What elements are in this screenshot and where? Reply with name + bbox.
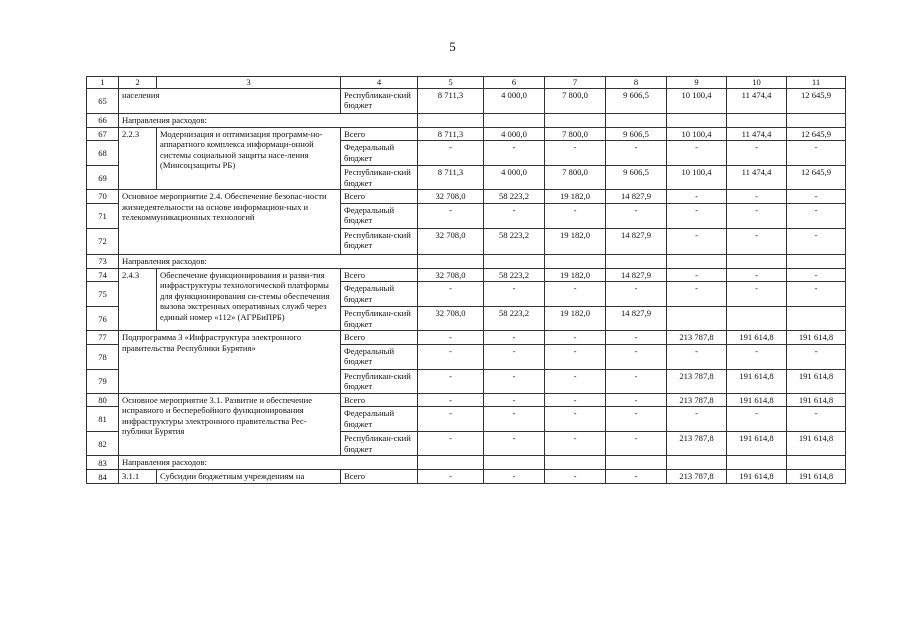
value-cell: - [727, 282, 787, 307]
value-cell: - [667, 282, 727, 307]
value-cell: - [545, 470, 606, 484]
value-cell: 191 614,8 [787, 331, 846, 344]
row-number: 68 [87, 141, 119, 166]
value-cell: 14 827,9 [606, 268, 667, 281]
table-row [87, 470, 846, 484]
value-cell: 19 182,0 [545, 228, 606, 254]
value-cell: 191 614,8 [727, 369, 787, 393]
empty-cell [606, 114, 667, 128]
value-cell: - [545, 369, 606, 393]
value-cell: - [545, 203, 606, 228]
value-cell: - [727, 268, 787, 281]
value-cell: 4 000,0 [484, 128, 545, 141]
value-cell: 10 100,4 [667, 128, 727, 141]
header-cell-4: 4 [341, 77, 418, 89]
value-cell: 58 223,2 [484, 228, 545, 254]
row-number: 65 [87, 89, 119, 114]
value-cell: - [545, 432, 606, 456]
value-cell: 191 614,8 [787, 393, 846, 406]
value-cell: - [545, 141, 606, 166]
value-cell: - [484, 141, 545, 166]
value-cell: - [545, 393, 606, 406]
value-cell: - [667, 141, 727, 166]
table-row [87, 254, 846, 268]
value-cell: 58 223,2 [484, 190, 545, 203]
empty-cell [418, 254, 484, 268]
row-number: 81 [87, 407, 119, 432]
value-cell: - [418, 203, 484, 228]
value-cell [667, 307, 727, 331]
value-cell: - [484, 407, 545, 432]
funding-source: Республикан-ский бюджет [341, 307, 418, 331]
value-cell: - [606, 369, 667, 393]
empty-cell [545, 254, 606, 268]
value-cell: 19 182,0 [545, 307, 606, 331]
value-cell: - [606, 203, 667, 228]
value-cell: - [667, 203, 727, 228]
value-cell: 191 614,8 [787, 369, 846, 393]
value-cell: 7 800,0 [545, 89, 606, 114]
empty-cell [418, 114, 484, 128]
funding-source: Республикан-ский бюджет [341, 89, 418, 114]
table-row [87, 456, 846, 470]
table-row [87, 89, 846, 114]
value-cell: 14 827,9 [606, 228, 667, 254]
value-cell: 9 606,5 [606, 166, 667, 190]
value-cell: - [484, 344, 545, 369]
value-cell: 7 800,0 [545, 128, 606, 141]
value-cell: - [418, 393, 484, 406]
empty-cell [484, 254, 545, 268]
value-cell: 8 711,3 [418, 128, 484, 141]
value-cell: - [787, 344, 846, 369]
value-cell: - [484, 432, 545, 456]
value-cell [787, 307, 846, 331]
value-cell: 12 645,9 [787, 128, 846, 141]
value-cell: - [545, 331, 606, 344]
value-cell: - [418, 141, 484, 166]
table-row [87, 190, 846, 203]
value-cell: - [667, 228, 727, 254]
empty-cell [787, 456, 846, 470]
value-cell: - [484, 470, 545, 484]
value-cell: - [787, 190, 846, 203]
value-cell: 12 645,9 [787, 166, 846, 190]
value-cell: - [606, 282, 667, 307]
value-cell: - [484, 369, 545, 393]
funding-source: Республикан-ский бюджет [341, 166, 418, 190]
value-cell: - [484, 331, 545, 344]
value-cell: - [787, 228, 846, 254]
value-cell: - [787, 141, 846, 166]
row-number: 71 [87, 203, 119, 228]
empty-cell [418, 456, 484, 470]
value-cell: - [667, 268, 727, 281]
value-cell: 191 614,8 [727, 470, 787, 484]
value-cell: 7 800,0 [545, 166, 606, 190]
funding-source: Федеральный бюджет [341, 141, 418, 166]
value-cell: 191 614,8 [727, 331, 787, 344]
value-cell: - [606, 470, 667, 484]
row-number: 74 [87, 268, 119, 281]
value-cell: 32 708,0 [418, 190, 484, 203]
value-cell: 58 223,2 [484, 268, 545, 281]
header-cell-9: 9 [667, 77, 727, 89]
row-number: 83 [87, 456, 119, 470]
funding-source: Всего [341, 190, 418, 203]
value-cell: - [787, 407, 846, 432]
description-cell: Субсидии бюджетным учреждениям на [157, 470, 341, 484]
value-cell: 191 614,8 [727, 432, 787, 456]
empty-cell [727, 456, 787, 470]
value-cell: - [727, 190, 787, 203]
value-cell: - [787, 282, 846, 307]
value-cell: 213 787,8 [667, 331, 727, 344]
row-number: 84 [87, 470, 119, 484]
header-cell-8: 8 [606, 77, 667, 89]
value-cell: - [667, 344, 727, 369]
value-cell: 19 182,0 [545, 190, 606, 203]
empty-cell [545, 456, 606, 470]
description-cell: населения [119, 89, 341, 114]
funding-source: Всего [341, 268, 418, 281]
page-number: 5 [449, 39, 456, 54]
funding-source: Республикан-ский бюджет [341, 432, 418, 456]
value-cell: 8 711,3 [418, 89, 484, 114]
value-cell: 11 474,4 [727, 166, 787, 190]
table-row [87, 268, 846, 281]
value-cell: 4 000,0 [484, 166, 545, 190]
value-cell: 19 182,0 [545, 268, 606, 281]
row-number: 66 [87, 114, 119, 128]
empty-cell [606, 254, 667, 268]
header-cell-10: 10 [727, 77, 787, 89]
value-cell: - [545, 407, 606, 432]
value-cell: - [418, 331, 484, 344]
value-cell: - [606, 344, 667, 369]
funding-source: Всего [341, 470, 418, 484]
value-cell: - [606, 407, 667, 432]
header-cell-7: 7 [545, 77, 606, 89]
empty-cell [667, 114, 727, 128]
funding-source: Республикан-ский бюджет [341, 228, 418, 254]
section-label: Направления расходов: [119, 114, 418, 128]
value-cell: 10 100,4 [667, 89, 727, 114]
value-cell: - [606, 432, 667, 456]
table-row [87, 331, 846, 344]
code-cell: 2.2.3 [119, 128, 157, 190]
value-cell: - [418, 432, 484, 456]
funding-source: Республикан-ский бюджет [341, 369, 418, 393]
value-cell: 191 614,8 [787, 432, 846, 456]
description-cell: Подпрограмма 3 «Инфраструктура электронного правительства Республики Бурятия» [119, 331, 341, 393]
value-cell: - [667, 407, 727, 432]
row-number: 67 [87, 128, 119, 141]
budget-table [86, 76, 846, 484]
value-cell: 32 708,0 [418, 307, 484, 331]
empty-cell [667, 254, 727, 268]
value-cell: 11 474,4 [727, 128, 787, 141]
row-number: 75 [87, 282, 119, 307]
value-cell: - [418, 407, 484, 432]
row-number: 70 [87, 190, 119, 203]
value-cell: - [484, 203, 545, 228]
empty-cell [787, 254, 846, 268]
value-cell: 12 645,9 [787, 89, 846, 114]
value-cell: 213 787,8 [667, 432, 727, 456]
value-cell: - [787, 268, 846, 281]
row-number: 73 [87, 254, 119, 268]
funding-source: Всего [341, 331, 418, 344]
value-cell [727, 307, 787, 331]
header-cell-3: 3 [157, 77, 341, 89]
empty-cell [606, 456, 667, 470]
header-row [87, 77, 846, 89]
value-cell: - [418, 344, 484, 369]
value-cell: - [787, 203, 846, 228]
header-cell-2: 2 [119, 77, 157, 89]
code-cell: 3.1.1 [119, 470, 157, 484]
value-cell: 10 100,4 [667, 166, 727, 190]
value-cell: - [418, 282, 484, 307]
empty-cell [727, 254, 787, 268]
value-cell: 8 711,3 [418, 166, 484, 190]
table-row [87, 128, 846, 141]
value-cell: 213 787,8 [667, 393, 727, 406]
value-cell: - [545, 282, 606, 307]
header-cell-1: 1 [87, 77, 119, 89]
row-number: 78 [87, 344, 119, 369]
description-cell: Обеспечение функционирования и разви-тия инфраструктуры технологической платформы для функционирования си-стемы обеспечения вызова экстренных оперативных служб через единый номер «112» (АГРБиПРБ) [157, 268, 341, 330]
value-cell: 32 708,0 [418, 268, 484, 281]
empty-cell [484, 114, 545, 128]
empty-cell [727, 114, 787, 128]
value-cell: - [418, 369, 484, 393]
value-cell: 213 787,8 [667, 369, 727, 393]
value-cell: 191 614,8 [727, 393, 787, 406]
empty-cell [787, 114, 846, 128]
value-cell: - [606, 141, 667, 166]
value-cell: - [727, 141, 787, 166]
value-cell: 4 000,0 [484, 89, 545, 114]
empty-cell [667, 456, 727, 470]
row-number: 72 [87, 228, 119, 254]
funding-source: Всего [341, 128, 418, 141]
table-row [87, 114, 846, 128]
value-cell: - [418, 470, 484, 484]
empty-cell [484, 456, 545, 470]
row-number: 69 [87, 166, 119, 190]
row-number: 82 [87, 432, 119, 456]
table-row [87, 393, 846, 406]
section-label: Направления расходов: [119, 456, 418, 470]
code-cell: 2.4.3 [119, 268, 157, 330]
funding-source: Всего [341, 393, 418, 406]
value-cell: 32 708,0 [418, 228, 484, 254]
value-cell: 58 223,2 [484, 307, 545, 331]
section-label: Направления расходов: [119, 254, 418, 268]
value-cell: - [484, 282, 545, 307]
value-cell: - [484, 393, 545, 406]
row-number: 76 [87, 307, 119, 331]
value-cell: 14 827,9 [606, 307, 667, 331]
row-number: 79 [87, 369, 119, 393]
header-cell-5: 5 [418, 77, 484, 89]
value-cell: - [606, 393, 667, 406]
value-cell: 9 606,5 [606, 128, 667, 141]
value-cell: 11 474,4 [727, 89, 787, 114]
value-cell: 14 827,9 [606, 190, 667, 203]
value-cell: - [727, 407, 787, 432]
empty-cell [545, 114, 606, 128]
value-cell: - [545, 344, 606, 369]
value-cell: 9 606,5 [606, 89, 667, 114]
header-cell-11: 11 [787, 77, 846, 89]
value-cell: 191 614,8 [787, 470, 846, 484]
funding-source: Федеральный бюджет [341, 203, 418, 228]
funding-source: Федеральный бюджет [341, 282, 418, 307]
value-cell: - [727, 228, 787, 254]
description-cell: Основное мероприятие 2.4. Обеспечение безопас-ности жизнедеятельности на основе информацион-ных и телекоммуникационных технологий [119, 190, 341, 254]
value-cell: 213 787,8 [667, 470, 727, 484]
funding-source: Федеральный бюджет [341, 344, 418, 369]
funding-source: Федеральный бюджет [341, 407, 418, 432]
row-number: 77 [87, 331, 119, 344]
header-cell-6: 6 [484, 77, 545, 89]
value-cell: - [606, 331, 667, 344]
value-cell: - [727, 203, 787, 228]
description-cell: Основное мероприятие 3.1. Развитие и обеспечение исправного и бесперебойного функционирования инфраструктуры электронного правительства Рес-публики Бурятия [119, 393, 341, 455]
value-cell: - [727, 344, 787, 369]
value-cell: - [667, 190, 727, 203]
description-cell: Модернизация и оптимизация программ-но-аппаратного комплекса информаци-онной системы социальной защиты насе-ления (Минсоцзащиты РБ) [157, 128, 341, 190]
row-number: 80 [87, 393, 119, 406]
